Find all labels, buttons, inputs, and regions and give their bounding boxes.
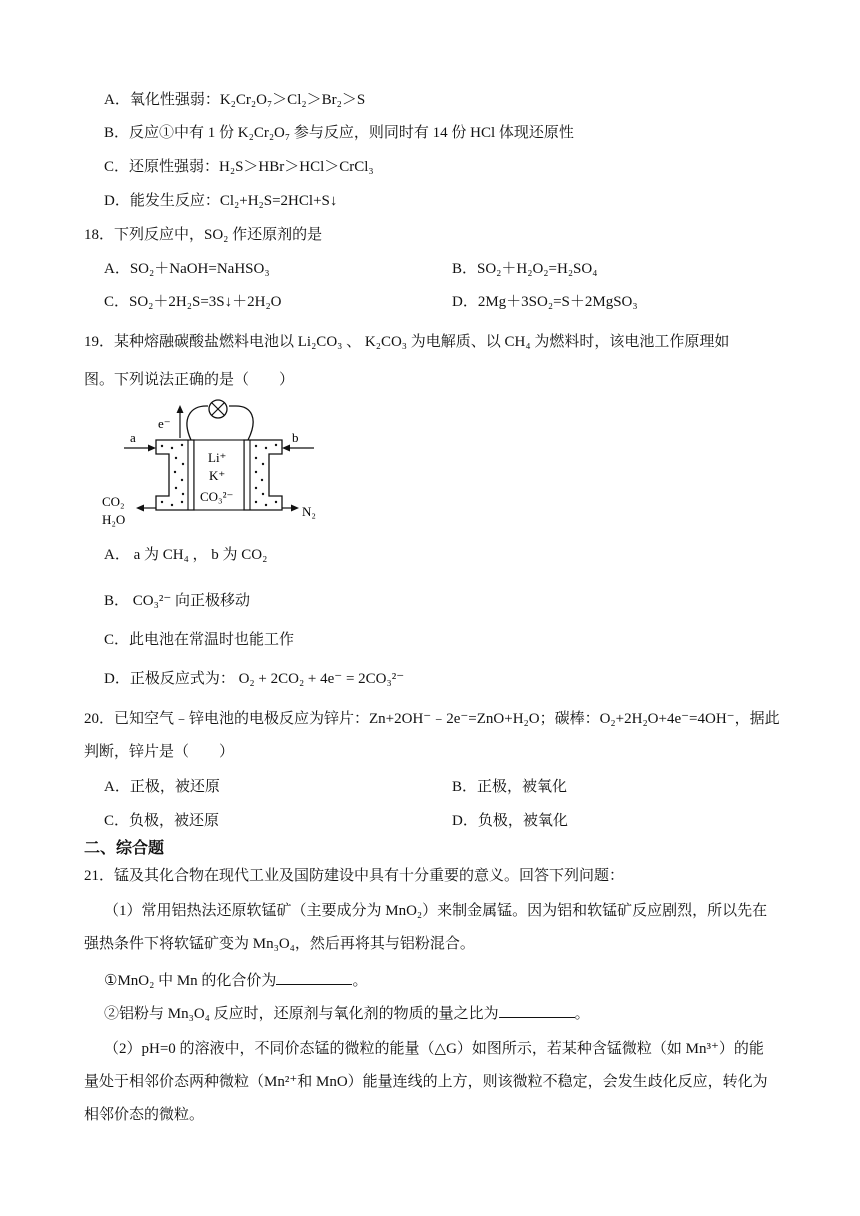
label-co2: CO₂ — [102, 494, 125, 509]
circuit-wire — [187, 406, 208, 440]
q21-part1-line2: 强热条件下将软锰矿变为 Mn₃O₄，然后再将其与铝粉混合。 — [84, 936, 475, 952]
q17-option-b: B．反应①中有 1 份 K₂Cr₂O₇ 参与反应，则同时有 14 份 HCl 体现还原性 — [104, 125, 574, 141]
q21-sub2: ②铝粉与 Mn₃O₄ 反应时，还原剂与氧化剂的物质的量之比为 。 — [104, 1003, 590, 1024]
q21-sub1: ①MnO₂ 中 Mn 的化合价为 。 — [104, 970, 367, 991]
q18-option-d: D．2Mg＋3SO₂=S＋2MgSO₃ — [452, 294, 638, 310]
q20-option-a: A．正极，被还原 — [104, 779, 220, 795]
answer-blank-1[interactable] — [276, 970, 352, 985]
q20-option-c: C．负极，被还原 — [104, 813, 220, 829]
label-h2o: H₂O — [102, 512, 126, 527]
q21-part1-line1: （1）常用铝热法还原软锰矿（主要成分为 MnO₂）来制金属锰。因为铝和软锰矿反应剧烈，所以先在 — [104, 903, 768, 919]
q20-stem-line1: 20．已知空气﹣锌电池的电极反应为锌片：Zn+2OH⁻﹣2e⁻=ZnO+H₂O；碳棒：O₂+2H₂O+4e⁻=4OH⁻，据此 — [84, 711, 780, 727]
q21-part2-line2: 量处于相邻价态两种微粒（Mn²⁺和 MnO）能量连线的上方，则该微粒不稳定，会发生歧化反应，转化为 — [84, 1074, 768, 1090]
label-carbonate-ion: CO₃²⁻ — [200, 489, 234, 504]
q19-option-a: A． a 为 CH₄ ， b 为 CO₂ — [104, 547, 268, 563]
q17-option-a: A．氧化性强弱：K₂Cr₂O₇＞Cl₂＞Br₂＞S — [104, 92, 366, 108]
label-k-ion: K⁺ — [209, 468, 226, 483]
label-li-ion: Li⁺ — [208, 450, 227, 465]
q18-option-c: C．SO₂＋2H₂S=3S↓＋2H₂O — [104, 294, 282, 310]
label-a: a — [130, 430, 136, 445]
q18-option-b: B．SO₂＋H₂O₂=H₂SO₄ — [452, 261, 598, 277]
fuel-cell-diagram — [96, 398, 328, 528]
q20-option-d: D．负极，被氧化 — [452, 813, 568, 829]
label-electron: e⁻ — [158, 416, 171, 431]
q20-stem-line2: 判断，锌片是（ ） — [84, 744, 235, 760]
answer-blank-2[interactable] — [499, 1003, 575, 1018]
q18-option-a: A．SO₂＋NaOH=NaHSO₃ — [104, 261, 270, 277]
section-title: 二、综合题 — [84, 838, 165, 857]
q19-option-d: D．正极反应式为： O₂ + 2CO₂ + 4e⁻ = 2CO₃²⁻ — [104, 671, 405, 687]
q21-part2-line1: （2）pH=0 的溶液中，不同价态锰的微粒的能量（△G）如图所示，若某种含锰微粒（如 Mn³⁺）的能 — [104, 1041, 764, 1057]
q19-stem-line1: 19．某种熔融碳酸盐燃料电池以 Li₂CO₃ 、 K₂CO₃ 为电解质、以 CH₄ 为燃料时，该电池工作原理如 — [84, 334, 730, 350]
q18-stem: 18．下列反应中，SO₂ 作还原剂的是 — [84, 227, 323, 243]
q19-option-b: B． CO₃²⁻ 向正极移动 — [104, 593, 250, 609]
q19-option-c: C．此电池在常温时也能工作 — [104, 632, 295, 648]
label-b: b — [292, 430, 299, 445]
q19-stem-line2: 图。下列说法正确的是（ ） — [84, 372, 295, 388]
q20-option-b: B．正极，被氧化 — [452, 779, 568, 795]
q17-option-c: C．还原性强弱：H₂S＞HBr＞HCl＞CrCl₃ — [104, 159, 374, 175]
q21-stem: 21．锰及其化合物在现代工业及国防建设中具有十分重要的意义。回答下列问题： — [84, 868, 625, 884]
q21-part2-line3: 相邻价态的微粒。 — [84, 1107, 205, 1123]
q17-option-d: D．能发生反应：Cl₂+H₂S=2HCl+S↓ — [104, 193, 338, 209]
label-n2: N₂ — [302, 504, 316, 519]
